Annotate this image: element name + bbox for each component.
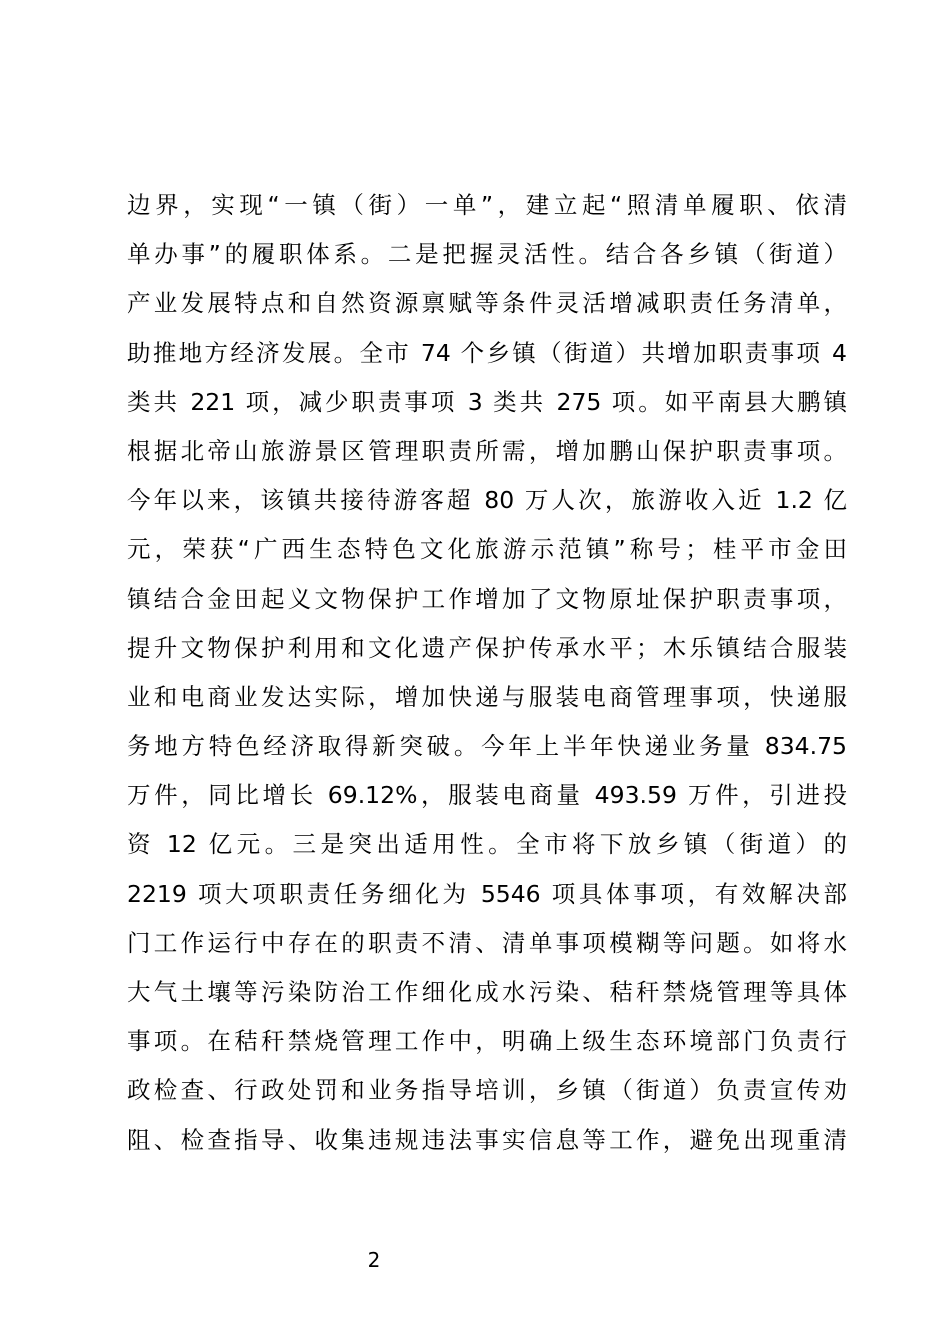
text-line: 政检查、行政处罚和业务指导培训，乡镇（街道）负责宣传劝	[127, 1076, 847, 1105]
text-line: 类共 221 项，减少职责事项 3 类共 275 项。如平南县大鹏镇	[127, 387, 847, 416]
body-paragraph	[127, 181, 847, 1165]
text-line: 2219 项大项职责任务细化为 5546 项具体事项，有效解决部	[127, 879, 847, 908]
text-line: 元，荣获“广西生态特色文化旅游示范镇”称号；桂平市金田	[127, 535, 847, 564]
text-line: 单办事”的履职体系。二是把握灵活性。结合各乡镇（街道）	[127, 240, 847, 269]
text-line: 门工作运行中存在的职责不清、清单事项模糊等问题。如将水	[127, 928, 847, 957]
page-number: 2	[367, 1248, 381, 1272]
text-line: 大气土壤等污染防治工作细化成水污染、秸秆禁烧管理等具体	[127, 978, 847, 1006]
text-line: 万件，同比增长 69.12%，服装电商量 493.59 万件，引进投	[127, 781, 847, 810]
text-line: 产业发展特点和自然资源禀赋等条件灵活增减职责任务清单，	[127, 289, 847, 318]
text-line: 镇结合金田起义文物保护工作增加了文物原址保护职责事项，	[127, 584, 847, 613]
text-line: 根据北帝山旅游景区管理职责所需，增加鹏山保护职责事项。	[127, 436, 847, 465]
text-line: 边界，实现“一镇（街）一单”，建立起“照清单履职、依清	[127, 191, 847, 219]
text-line: 今年以来，该镇共接待游客超 80 万人次，旅游收入近 1.2 亿	[127, 486, 847, 515]
text-line: 务地方特色经济取得新突破。今年上半年快递业务量 834.75	[127, 732, 847, 761]
text-line: 事项。在秸秆禁烧管理工作中，明确上级生态环境部门负责行	[127, 1027, 847, 1056]
text-line: 助推地方经济发展。全市 74 个乡镇（街道）共增加职责事项 4	[127, 338, 847, 367]
text-line: 阻、检查指导、收集违规违法事实信息等工作，避免出现重清	[127, 1125, 847, 1154]
text-line: 提升文物保护利用和文化遗产保护传承水平；木乐镇结合服装	[127, 633, 847, 662]
text-line: 资 12 亿元。三是突出适用性。全市将下放乡镇（街道）的	[127, 830, 847, 859]
text-line: 业和电商业发达实际，增加快递与服装电商管理事项，快递服	[127, 682, 847, 711]
